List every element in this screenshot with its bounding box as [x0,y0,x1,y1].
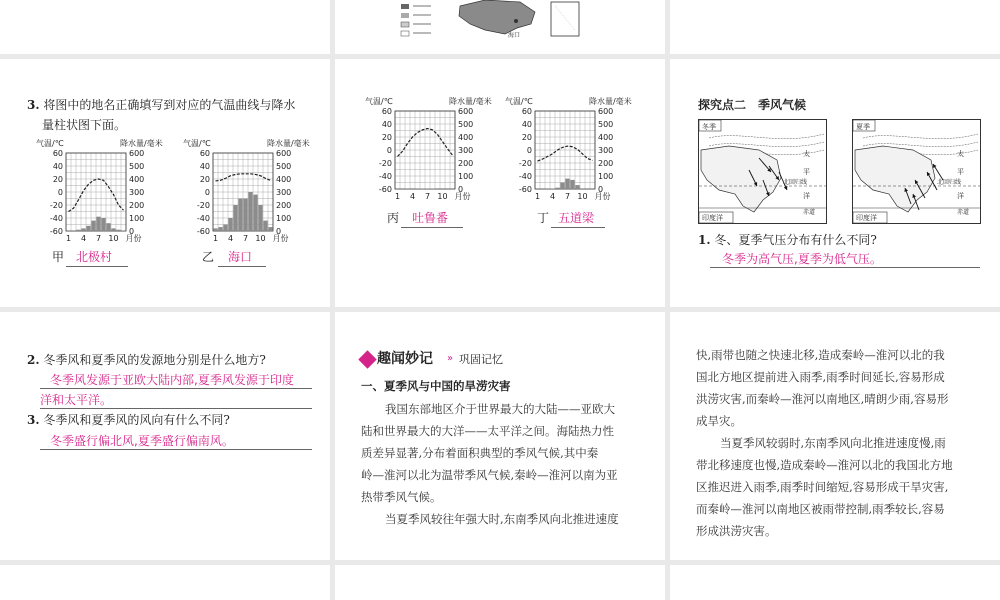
q2-number: 2. [27,353,40,367]
answer-yi[interactable]: 海口 [228,250,253,264]
q2-underline-2 [40,408,312,409]
precip-tick-label: 0 [129,227,135,236]
precip-tick-label: 600 [598,107,614,116]
precip-bar [76,230,80,231]
month-tick-label: 10 [437,192,448,201]
temp-axis-title: 气温/℃ [36,139,64,148]
precip-tick-label: 400 [276,175,292,184]
month-unit-label: 月份 [125,234,142,243]
temp-tick-label: 20 [199,175,210,184]
q1-answer-underline [710,267,980,268]
answer-underline-bing [401,227,463,228]
climate-chart-bing [365,95,505,205]
q2-text: 冬季风和夏季风的发源地分别是什么地方? [43,353,266,367]
question-text-line2: 量柱状图下面。 [42,118,127,132]
card-monsoon-inquiry [670,59,1000,307]
q1-number: 1. [698,233,711,247]
precip-tick-label: 100 [276,214,292,223]
precip-tick-label: 0 [458,185,464,194]
month-tick-label: 4 [227,234,234,243]
precip-tick-label: 600 [276,149,292,158]
precip-bar [580,188,584,189]
q3b-answer[interactable]: 冬季盛行偏北风,夏季盛行偏南风。 [50,434,234,448]
month-tick-label: 10 [577,192,588,201]
summer-map-drawing [853,120,980,223]
climate-chart-jia [36,137,176,247]
precip-tick-label: 500 [129,162,145,171]
climate-chart-ding [505,95,645,205]
card-bottom-left [0,565,330,600]
month-unit-label: 月份 [454,192,471,201]
temp-tick-label: -40 [518,172,532,181]
q3b-underline [40,449,312,450]
temp-tick-label: 40 [521,120,532,129]
temp-tick-label: -20 [196,201,210,210]
precip-bar [111,228,115,231]
temp-tick-label: -60 [378,185,392,194]
indian-ocean-label: 印度洋 [856,214,877,222]
precip-tick-label: 400 [129,175,145,184]
temp-tick-label: 60 [521,107,532,116]
precip-axis-title: 降水量/毫米 [589,97,632,106]
temp-tick-label: 40 [52,162,63,171]
card-fun-facts-continued [670,312,1000,560]
temp-axis-title: 气温/℃ [365,97,393,106]
answer-row-jia [52,247,64,267]
card-top-left [0,0,330,54]
ocean-label: 洋 [803,192,810,200]
precip-tick-label: 200 [129,201,145,210]
precip-bar [263,221,267,231]
temp-tick-label: -40 [49,214,63,223]
tropic-label: 北回归线 [937,179,962,186]
precip-bar [86,226,90,231]
card-q2-q3 [0,312,330,560]
q1-answer[interactable]: 冬季为高气压,夏季为低气压。 [722,252,882,266]
temp-tick-label: 60 [52,149,63,158]
temp-tick-label: -60 [49,227,63,236]
temp-tick-label: -40 [378,172,392,181]
season-label: 冬季 [702,123,716,131]
answer-bing[interactable]: 吐鲁番 [412,211,449,225]
month-tick-label: 1 [65,234,72,243]
precip-tick-label: 100 [598,172,614,181]
answer-ding[interactable]: 五道梁 [558,211,595,225]
haikou-map-label: 海口 [508,32,521,39]
card-q3-charts-a [0,59,330,307]
precip-bar [223,225,227,232]
precip-bar [121,230,125,231]
precip-bar [91,221,95,231]
fun-title: 趣闻妙记 [377,351,433,367]
precip-bar [565,179,569,189]
q1-text: 冬、夏季气压分布有什么不同? [714,233,877,247]
month-tick-label: 4 [80,234,87,243]
chart-label-yi: 乙 [202,250,215,264]
precip-tick-label: 200 [458,159,474,168]
precip-tick-label: 300 [129,188,145,197]
precip-bar [575,185,579,189]
ocean-label: 平 [957,168,964,176]
month-tick-label: 4 [549,192,556,201]
precip-tick-label: 400 [598,133,614,142]
chart-label-jia: 甲 [52,250,65,264]
month-tick-label: 1 [212,234,219,243]
card-top-right [670,0,1000,54]
temp-tick-label: 60 [381,107,392,116]
precip-tick-label: 200 [598,159,614,168]
precip-tick-label: 600 [129,149,145,158]
precip-tick-label: 500 [276,162,292,171]
temp-tick-label: 40 [199,162,210,171]
tropic-label: 北回归线 [783,179,808,186]
season-label: 夏季 [856,123,870,131]
card-bottom-middle [335,565,665,600]
precip-bar [233,205,237,231]
precip-tick-label: 200 [276,201,292,210]
precip-tick-label: 500 [458,120,474,129]
temp-tick-label: -20 [518,159,532,168]
q2-answer-line2[interactable]: 洋和太平洋。 [40,393,113,407]
precip-bar [570,180,574,189]
precip-tick-label: 500 [598,120,614,129]
fun-paragraph-2: 当夏季风较往年强大时,东南季风向北推进速度 [385,512,619,526]
card-q3-charts-b [335,59,665,307]
month-tick-label: 7 [242,234,249,243]
month-tick-label: 7 [424,192,431,201]
continent-outline [855,146,935,212]
temp-tick-label: 20 [381,133,392,142]
answer-jia[interactable]: 北极村 [76,250,113,264]
south-sea-inset [551,2,579,36]
continent-outline [701,146,781,212]
month-tick-label: 10 [108,234,119,243]
precip-tick-label: 100 [129,214,145,223]
precip-tick-label: 100 [458,172,474,181]
temp-tick-label: -60 [518,185,532,194]
china-map-shape [459,0,535,34]
precip-bar [116,230,120,231]
precip-bar [218,227,222,231]
temp-tick-label: 0 [386,146,392,155]
inquiry-title: 探究点二 季风气候 [698,98,807,112]
month-tick-label: 1 [534,192,541,201]
temp-tick-label: 60 [199,149,210,158]
answer-underline-jia [66,266,128,267]
precip-tick-label: 300 [276,188,292,197]
map-legend [401,4,431,36]
precip-tick-label: 300 [598,146,614,155]
fun-heading: 一、夏季风与中国的旱涝灾害 [361,379,511,393]
precip-axis-title: 降水量/毫米 [267,139,310,148]
isobar-line [709,142,824,147]
month-tick-label: 1 [394,192,401,201]
fun-subtitle: 巩固记忆 [459,353,503,366]
equator-label: 赤道 [957,209,970,216]
precip-axis-title: 降水量/毫米 [120,139,163,148]
precip-bar [253,195,257,231]
fun-badge-icon [358,350,376,368]
month-unit-label: 月份 [272,234,289,243]
isobar-line [863,142,978,147]
precip-bar [213,228,217,231]
precip-bar [238,199,242,232]
precip-bar [101,218,105,231]
temp-tick-label: 40 [381,120,392,129]
chart-label-ding: 丁 [537,211,550,225]
winter-monsoon-map [698,119,827,224]
precip-bar [248,192,252,231]
temp-tick-label: -20 [378,159,392,168]
temp-tick-label: 0 [526,146,532,155]
question-number: 3. [27,98,40,112]
card-top-middle [335,0,665,54]
double-arrow-icon: » [447,353,454,364]
fun-paragraph-4: 当夏季风较弱时,东南季风向北推进速度慢,雨 [720,436,946,450]
card-bottom-right [670,565,1000,600]
temp-tick-label: 20 [52,175,63,184]
temp-axis-title: 气温/℃ [183,139,211,148]
chart-label-bing: 丙 [387,211,400,225]
precip-bar [81,228,85,231]
question-text-line1: 将图中的地名正确填写到对应的气温曲线与降水 [43,98,296,112]
ocean-label: 洋 [957,192,964,200]
precip-tick-label: 400 [458,133,474,142]
precip-bar [243,199,247,232]
temp-tick-label: 0 [57,188,63,197]
month-tick-label: 10 [255,234,266,243]
ocean-label: 平 [803,168,810,176]
answer-underline-ding [551,227,605,228]
precip-bar [228,218,232,231]
summer-monsoon-map [852,119,981,224]
q3b-number: 3. [27,413,40,427]
precip-bar [96,217,100,231]
month-unit-label: 月份 [594,192,611,201]
temp-tick-label: -20 [49,201,63,210]
q2-answer-line1[interactable]: 冬季风发源于亚欧大陆内部,夏季风发源于印度 [50,373,294,387]
card-fun-facts [335,312,665,560]
answer-underline-yi [218,266,266,267]
precip-bar [258,205,262,231]
temp-tick-label: 20 [521,133,532,142]
temp-axis-title: 气温/℃ [505,97,533,106]
fun-paragraph-1: 我国东部地区介于世界最大的大陆——亚欧大 陆和世界最大的大洋——太平洋之间。海陆热力性 质差异显著,分布着面积典型的季风气候,其中秦 岭—淮河以北为温带季风气候,秦岭—淮河以南为亚 热带季风气候。 当夏季风较往年强大时,东南季风向北推进速度 [361,398,651,530]
temp-tick-label: 0 [204,188,210,197]
temp-tick-label: -40 [196,214,210,223]
precip-tick-label: 0 [598,185,604,194]
isobar-line [863,134,978,139]
china-map-thumbnail [335,0,665,54]
winter-map-drawing [699,120,826,223]
fun-paragraph-3: 快,雨带也随之快速北移,造成秦岭—淮河以北的我 国北方地区提前进入雨季,雨季时间延长,容易形成 洪涝灾害,而秦岭—淮河以南地区,晴朗少雨,容易形 成旱灾。 当夏季风较弱时,东南季风向北推进速度慢,雨 带北移速度也慢,造成秦岭—淮河以北的我国北方地 区推迟进入雨季,雨季时间缩短,容易形成干旱灾害, 而秦岭—淮河以南地区被雨带控制,雨季较长,容易 形成洪涝灾害。 [696,344,988,542]
precip-bar [268,227,272,231]
precip-bar [560,183,564,190]
precip-bar [71,230,75,231]
indian-ocean-label: 印度洋 [702,214,723,222]
precip-bar [66,230,70,231]
precip-axis-title: 降水量/毫米 [449,97,492,106]
month-tick-label: 4 [409,192,416,201]
ocean-label: 太 [803,150,810,158]
temp-tick-label: -60 [196,227,210,236]
precip-bar [555,188,559,189]
precip-tick-label: 600 [458,107,474,116]
precip-bar [106,223,110,231]
month-tick-label: 7 [95,234,102,243]
q3b-text: 冬季风和夏季风的风向有什么不同? [43,413,230,427]
month-tick-label: 7 [564,192,571,201]
ocean-label: 太 [957,150,964,158]
precip-tick-label: 0 [276,227,282,236]
climate-chart-yi [183,137,323,247]
isobar-line [709,134,824,139]
q2-underline-1 [40,388,312,389]
precip-tick-label: 300 [458,146,474,155]
equator-label: 赤道 [803,209,816,216]
